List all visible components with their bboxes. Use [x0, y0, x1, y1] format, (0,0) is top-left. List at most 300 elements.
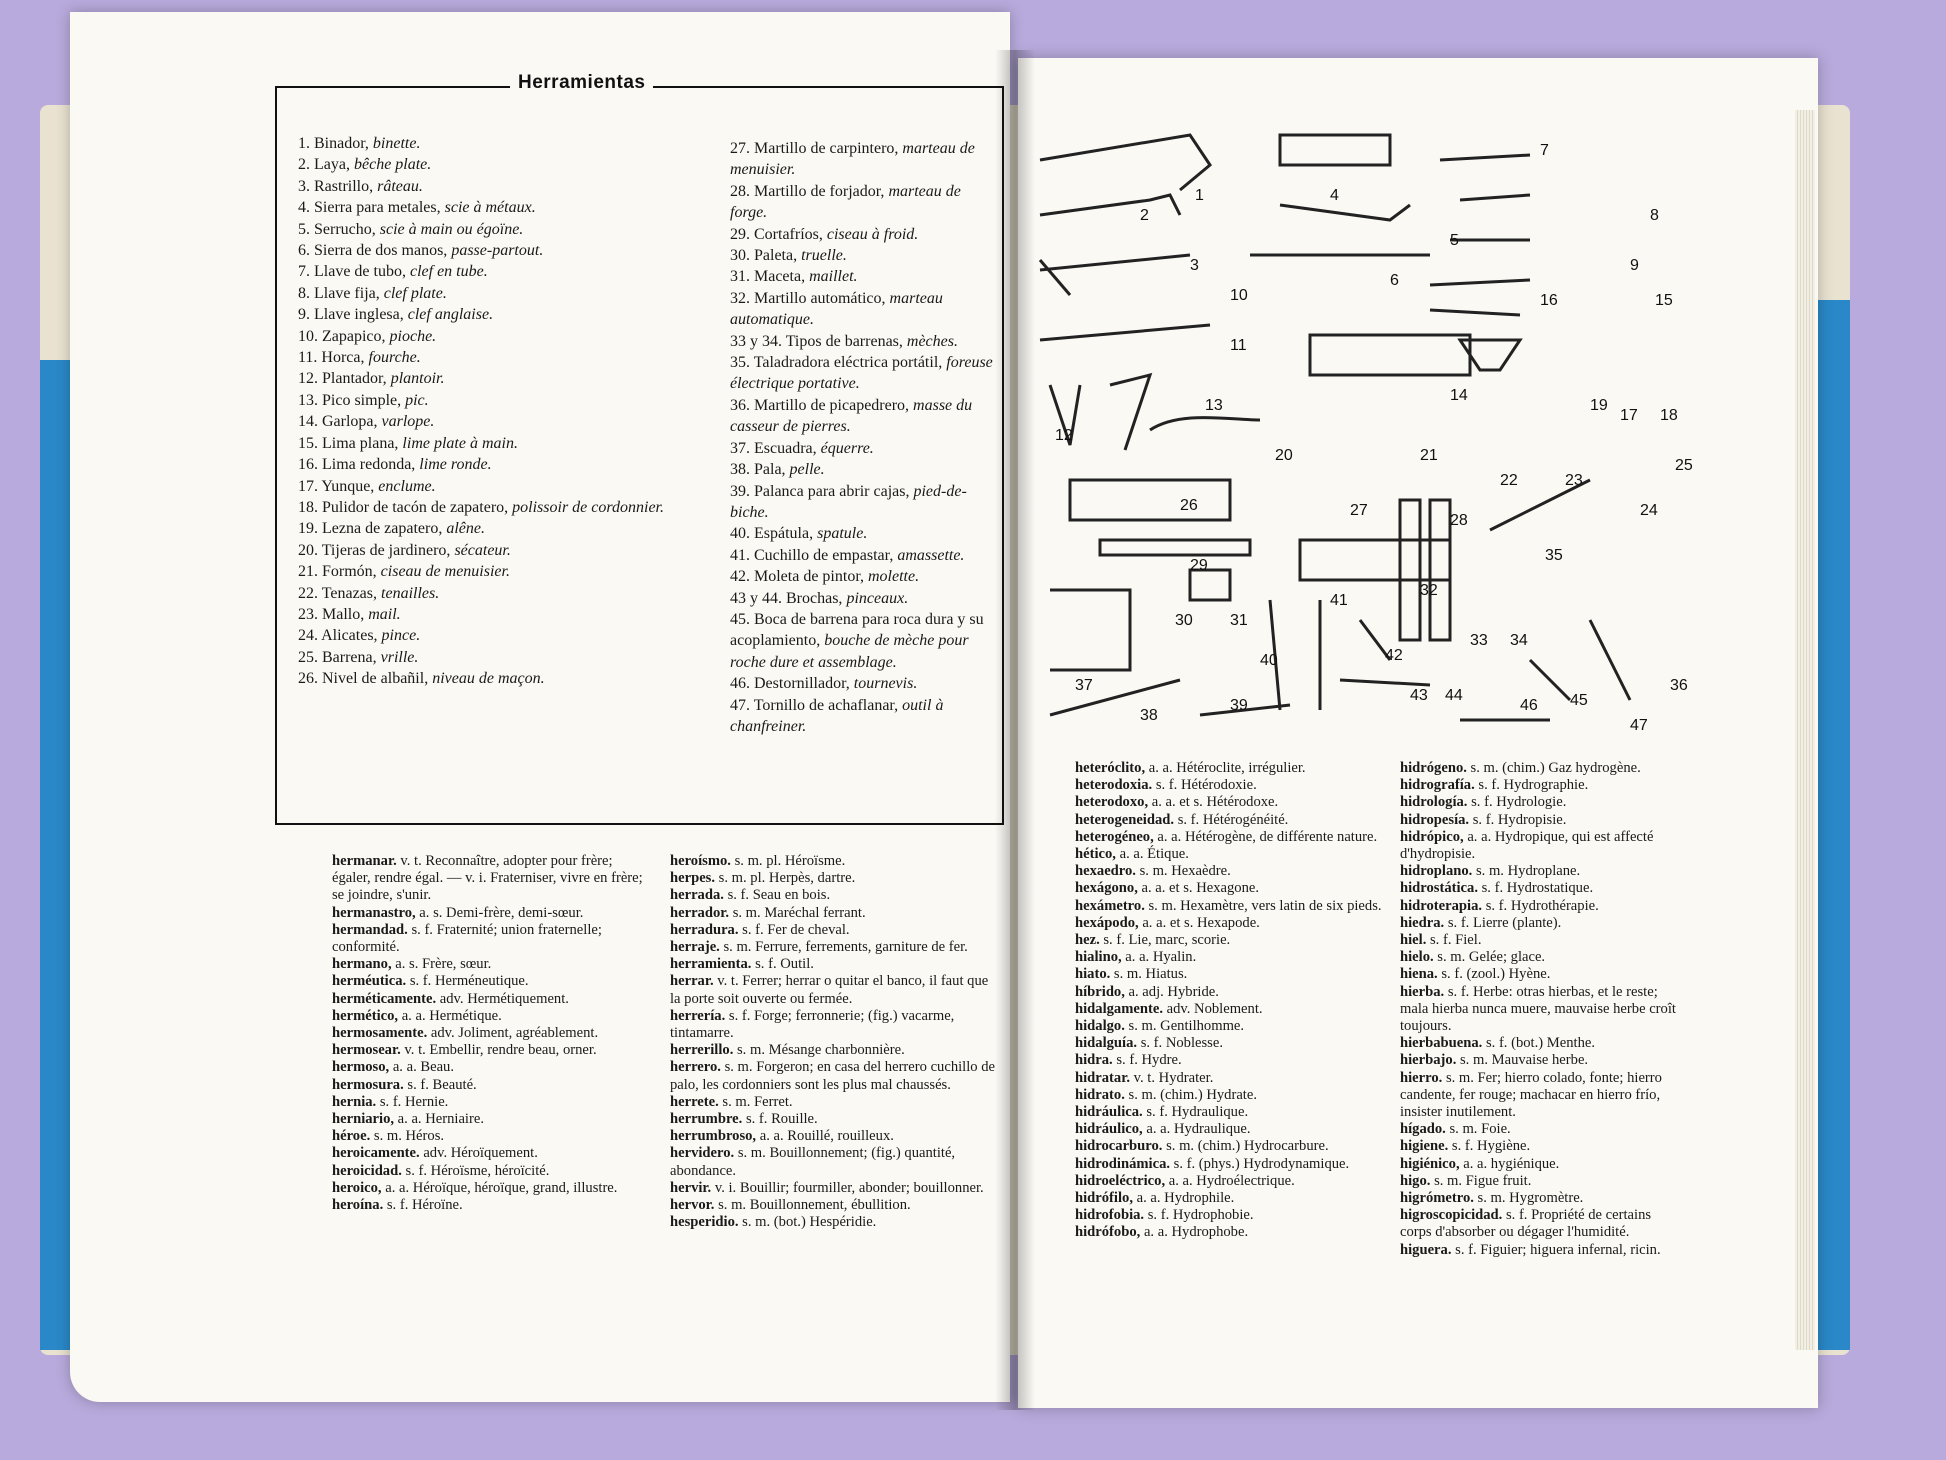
entry-definition: s. f. Hydrothérapie. [1485, 897, 1599, 914]
entry-definition: s. m. (chim.) Gaz hydrogène. [1470, 760, 1641, 776]
entry-definition: a. a. Hydrophile. [1136, 1190, 1235, 1207]
entry-definition: s. m. Hydroplane. [1475, 863, 1581, 880]
tool-name-es: Tipos de barrenas, [785, 332, 907, 350]
rock-bit-drawing [1530, 660, 1570, 700]
dictionary-entry [1075, 966, 1393, 983]
entry-definition: a. a. Hermétique. [401, 1007, 502, 1024]
dictionary-entry [1075, 1070, 1393, 1087]
tool-name-fr: tournevis. [853, 675, 918, 693]
tool-number: 43 y 44. [730, 589, 786, 607]
entry-headword: hermanastro, [332, 904, 420, 921]
illustration-number-label: 25 [1675, 457, 1693, 474]
dictionary-entry [1075, 812, 1393, 829]
dictionary-entry [332, 1025, 652, 1042]
tool-item [730, 331, 1000, 352]
tool-item [298, 561, 708, 582]
entry-headword: hidráulica. [1075, 1104, 1147, 1121]
entry-definition: adv. Héroïquement. [423, 1145, 538, 1162]
illustration-number-label: 8 [1650, 207, 1659, 224]
entry-headword: herrerillo. [670, 1042, 737, 1059]
tool-name-es: Formón, [322, 563, 381, 581]
tool-number: 28. [730, 182, 754, 200]
dictionary-entry [1400, 1207, 1680, 1241]
entry-definition: s. m. Figue fruit. [1434, 1172, 1532, 1189]
entry-headword: herrería. [670, 1007, 729, 1024]
dictionary-entry [332, 1077, 652, 1094]
tool-name-fr: mail. [368, 605, 401, 623]
tool-name-es: Cuchillo de empastar, [754, 546, 898, 564]
illustration-number-label: 26 [1180, 497, 1198, 514]
entry-headword: hexámetro. [1075, 897, 1149, 914]
illustration-number-label: 28 [1450, 512, 1468, 529]
illustration-number-label: 3 [1190, 257, 1199, 274]
tool-name-fr: molette. [868, 568, 920, 586]
entry-headword: heteróclito, [1075, 760, 1149, 776]
entry-definition: a. a. Herniaire. [397, 1111, 484, 1128]
tool-name-fr: pince. [381, 627, 421, 645]
entry-headword: herpes. [670, 870, 719, 887]
dictionary-entry [1400, 1173, 1680, 1190]
entry-headword: hidroeléctrico, [1075, 1172, 1169, 1189]
entry-headword: heroína. [332, 1197, 387, 1214]
tools-box-title: Herramientas [510, 72, 653, 94]
tool-name-fr: fourche. [368, 349, 421, 367]
entry-definition: s. f. Propriété de certains corps d'absorber ou dégager l'humidité. [1400, 1207, 1652, 1241]
entry-definition: s. f. Rouille. [745, 1111, 818, 1128]
entry-definition: a. a. Beau. [392, 1059, 454, 1076]
entry-definition: a. a. et s. Hexapode. [1142, 914, 1260, 931]
entry-definition: v. t. Embellir, rendre beau, orner. [404, 1042, 597, 1059]
entry-definition: s. f. Noblesse. [1140, 1035, 1223, 1052]
dictionary-entry [1400, 1138, 1680, 1155]
dictionary-entry [1400, 949, 1680, 966]
tool-item [298, 390, 708, 411]
tool-name-fr: tenailles. [381, 584, 440, 602]
tool-item [730, 459, 1000, 480]
entry-definition: a. a. Hyalin. [1125, 949, 1197, 966]
entry-headword: herrar. [670, 973, 718, 990]
tool-name-es: Lezna de zapatero, [322, 520, 447, 538]
level-drawing [1070, 480, 1230, 520]
entry-headword: hidratar. [1075, 1069, 1134, 1086]
tool-item [730, 224, 1000, 245]
tool-name-es: Tijeras de jardinero, [321, 541, 455, 559]
dictionary-entry [670, 1180, 1000, 1197]
entry-headword: hierbajo. [1400, 1052, 1460, 1069]
entry-definition: s. f. Hydrographie. [1478, 777, 1589, 794]
dictionary-entry [1075, 949, 1393, 966]
auger-34-drawing [1430, 500, 1450, 640]
entry-headword: herramienta. [670, 956, 756, 973]
dictionary-entry [332, 1008, 652, 1025]
dictionary-entry [1400, 1156, 1680, 1173]
power-hammer-drawing [1300, 540, 1450, 580]
entry-headword: herrada. [670, 887, 728, 904]
entry-headword: hiedra. [1400, 914, 1448, 931]
tool-name-fr: amassette. [897, 546, 965, 564]
dictionary-entry [1075, 915, 1393, 932]
tool-item [298, 583, 708, 604]
illustration-number-label: 11 [1230, 337, 1247, 354]
entry-headword: hidrofobia. [1075, 1207, 1148, 1224]
tool-item [730, 395, 1000, 438]
dictionary-entry [1075, 1001, 1393, 1018]
tool-number: 46. [730, 675, 754, 693]
tool-item [730, 266, 1000, 287]
tool-name-es: Maceta, [754, 268, 810, 286]
illustration-number-label: 41 [1330, 592, 1348, 609]
dictionary-entry [1400, 1242, 1680, 1259]
dictionary-entry [670, 1008, 1000, 1042]
tool-name-fr: scie à métaux. [444, 199, 536, 217]
dictionary-entry [1075, 1224, 1393, 1241]
tool-name-fr: foreuse électrique portative. [730, 354, 993, 393]
entry-headword: heroicamente. [332, 1145, 424, 1162]
tool-number: 39. [730, 482, 754, 500]
entry-definition: s. m. Héros. [373, 1128, 445, 1145]
tube-wrench-drawing [1440, 155, 1530, 160]
entry-headword: hidroterapia. [1400, 897, 1486, 914]
tool-name-es: Martillo automático, [754, 289, 890, 307]
dictionary-entry [1400, 1190, 1680, 1207]
dictionary-entry [670, 1094, 1000, 1111]
tool-name-es: Martillo de picapedrero, [754, 396, 914, 414]
dictionary-entry [1075, 898, 1393, 915]
entry-definition: v. t. Ferrer; herrar o quitar el banco, il faut que la porte soit ouverte ou fermée. [670, 973, 989, 1007]
dictionary-entry [1400, 777, 1680, 794]
illustration-number-label: 1 [1195, 187, 1204, 204]
entry-definition: a. a. Étique. [1119, 846, 1189, 863]
entry-headword: herradura. [670, 921, 743, 938]
tool-name-fr: enclume. [378, 477, 436, 495]
tool-name-fr: alêne. [446, 520, 486, 538]
tool-number: 41. [730, 546, 754, 564]
dictionary-entry [670, 939, 1000, 956]
entry-definition: s. m. Forgeron; en casa del herrero cuchillo de palo, les cordonniers sont les plus mal chaussés. [670, 1059, 996, 1093]
entry-definition: s. f. Hydrophobie. [1147, 1207, 1254, 1224]
tool-item [298, 497, 708, 518]
tool-number: 19. [298, 520, 322, 538]
entry-definition: s. m. Foie. [1449, 1121, 1511, 1138]
flat-file-drawing [1430, 280, 1530, 285]
tool-name-es: Laya, [314, 156, 354, 174]
dictionary-entry [1075, 932, 1393, 949]
tool-number: 29. [730, 225, 754, 243]
entry-headword: hígado. [1400, 1121, 1450, 1138]
entry-definition: s. f. Hydre. [1116, 1052, 1182, 1069]
entry-headword: hidrodinámica. [1075, 1155, 1174, 1172]
tool-item [298, 647, 708, 668]
entry-headword: hesperidio. [670, 1214, 743, 1231]
illustration-number-label: 43 [1410, 687, 1428, 704]
entry-headword: hidrófobo, [1075, 1224, 1144, 1241]
dictionary-column-1 [332, 853, 652, 1214]
mallet-drawing [1190, 570, 1230, 600]
round-file-drawing [1430, 310, 1520, 315]
entry-definition: s. m. Fer; hierro colado, fonte; hierro candente, fer rouge; machacar en hierro frío, insister inutilement. [1400, 1069, 1662, 1121]
tool-number: 38. [730, 461, 754, 479]
tool-number: 42. [730, 568, 754, 586]
tool-name-fr: clef plate. [383, 284, 447, 302]
tool-name-es: Plantador, [322, 370, 391, 388]
tool-name-fr: bêche plate. [353, 156, 432, 174]
tool-name-fr: plantoir. [390, 370, 445, 388]
dictionary-entry [1400, 984, 1680, 1036]
illustration-number-label: 14 [1450, 387, 1468, 404]
entry-definition: s. m. Mauvaise herbe. [1460, 1052, 1589, 1069]
spade-drawing [1040, 195, 1180, 215]
illustration-number-label: 23 [1565, 472, 1583, 489]
entry-definition: a. s. Frère, sœur. [395, 956, 492, 973]
dictionary-entry [1075, 1173, 1393, 1190]
entry-definition: s. m. Ferret. [722, 1093, 793, 1110]
illustration-number-label: 45 [1570, 692, 1588, 709]
shovel-drawing [1050, 680, 1180, 715]
dictionary-entry [332, 1094, 652, 1111]
dictionary-entry [670, 1214, 1000, 1231]
tool-name-fr: mèches. [906, 332, 958, 350]
tools-drawing [1040, 135, 1630, 720]
illustration-number-label: 15 [1655, 292, 1673, 309]
entry-headword: hidrocarburo. [1075, 1138, 1167, 1155]
tool-name-fr: marteau automatique. [730, 289, 943, 329]
tool-name-fr: scie à main ou égoïne. [379, 220, 524, 238]
tool-number: 20. [298, 541, 322, 559]
tool-number: 22. [298, 584, 322, 602]
illustration-number-label: 7 [1540, 142, 1549, 159]
tool-name-es: Pulidor de tacón de zapatero, [322, 498, 513, 516]
entry-definition: s. f. Hydropisie. [1472, 811, 1567, 828]
tools-illustration [1030, 120, 1710, 745]
tool-name-fr: polissoir de cordonnier. [512, 498, 665, 516]
entry-definition: s. m. (chim.) Hydrate. [1128, 1086, 1257, 1103]
dictionary-entry [1075, 829, 1393, 846]
entry-headword: hidráulico, [1075, 1121, 1147, 1138]
entry-headword: hermano, [332, 956, 396, 973]
entry-definition: a. s. Demi-frère, demi-sœur. [419, 904, 584, 921]
dictionary-entry [332, 1145, 652, 1162]
entry-definition: s. f. (phys.) Hydrodynamique. [1173, 1155, 1350, 1172]
dictionary-entry [1075, 1052, 1393, 1069]
dictionary-entry [1075, 1138, 1393, 1155]
entry-headword: hermosamente. [332, 1025, 431, 1042]
illustration-number-label: 9 [1630, 257, 1639, 274]
dictionary-entry [1075, 863, 1393, 880]
tool-name-es: Pala, [754, 461, 790, 479]
entry-definition: s. f. Hydrologie. [1471, 794, 1567, 811]
rake-head-drawing [1040, 260, 1070, 295]
tool-number: 37. [730, 439, 754, 457]
entry-headword: herméutica. [332, 973, 410, 990]
entry-headword: hermosear. [332, 1042, 405, 1059]
tool-number: 18. [298, 498, 322, 516]
entry-definition: s. f. Seau en bois. [727, 887, 831, 904]
entry-headword: higroscopicidad. [1400, 1207, 1506, 1224]
entry-headword: hermanar. [332, 853, 401, 869]
dictionary-entry [670, 1059, 1000, 1093]
tool-number: 2. [298, 156, 314, 174]
entry-definition: s. m. Gentilhomme. [1128, 1018, 1245, 1035]
entry-definition: a. a. Hétérogène, de différente nature. [1157, 828, 1378, 845]
tool-name-fr: binette. [372, 135, 421, 152]
entry-definition: s. f. Hydraulique. [1146, 1104, 1249, 1121]
illustration-number-label: 29 [1190, 557, 1208, 574]
tools-list-col1 [298, 133, 708, 690]
tool-item [298, 304, 708, 325]
tool-item [298, 154, 708, 175]
dictionary-entry [1075, 846, 1393, 863]
dictionary-entry [1075, 777, 1393, 794]
dictionary-entry [1400, 880, 1680, 897]
tool-name-fr: varlope. [381, 413, 435, 431]
dictionary-entry [1075, 1087, 1393, 1104]
tool-name-es: Barrena, [322, 648, 381, 666]
entry-headword: heterodoxo, [1075, 794, 1152, 811]
entry-headword: heroico, [332, 1179, 386, 1196]
illustration-number-label: 27 [1350, 502, 1368, 519]
tool-number: 14. [298, 413, 322, 431]
entry-headword: hidrología. [1400, 794, 1472, 811]
illustration-number-label: 38 [1140, 707, 1158, 724]
entry-headword: hez. [1075, 932, 1104, 949]
tool-number: 13. [298, 391, 322, 409]
tool-name-fr: pelle. [789, 461, 825, 479]
entry-headword: heterogeneidad. [1075, 811, 1178, 828]
entry-headword: hexágono, [1075, 880, 1142, 897]
rake-handle-drawing [1040, 255, 1190, 270]
entry-definition: s. f. Fraternité; union fraternelle; conformité. [332, 921, 602, 956]
tool-number: 24. [298, 627, 322, 645]
square-drawing [1050, 590, 1130, 670]
tool-name-es: Yunque, [321, 477, 379, 495]
illustration-number-label: 22 [1500, 472, 1518, 489]
entry-headword: hiato. [1075, 966, 1114, 983]
entry-headword: hermoso, [332, 1059, 393, 1076]
entry-headword: heroísmo. [670, 853, 735, 869]
entry-headword: herrero. [670, 1059, 725, 1076]
illustration-number-label: 36 [1670, 677, 1688, 694]
entry-headword: herrumbre. [670, 1111, 746, 1128]
dictionary-entry [1075, 1104, 1393, 1121]
illustration-number-label: 34 [1510, 632, 1528, 649]
tool-item [298, 133, 708, 154]
dictionary-entry [332, 922, 652, 956]
tool-number: 33 y 34. [730, 332, 786, 350]
entry-headword: hervidero. [670, 1145, 738, 1162]
tool-number: 5. [298, 220, 314, 238]
entry-headword: hierbabuena. [1400, 1035, 1486, 1052]
dictionary-entry [1400, 1070, 1680, 1122]
entry-headword: herniario, [332, 1111, 398, 1128]
dictionary-entry [1400, 898, 1680, 915]
entry-headword: hidrografía. [1400, 777, 1479, 794]
dictionary-entry [332, 1180, 652, 1197]
entry-definition: s. m. (bot.) Hespéridie. [742, 1214, 877, 1231]
entry-headword: hidrópico, [1400, 828, 1468, 845]
illustration-number-label: 2 [1140, 207, 1149, 224]
tool-name-es: Sierra para metales, [314, 199, 445, 217]
illustration-number-label: 37 [1075, 677, 1093, 694]
handsaw-drawing [1280, 205, 1410, 220]
tool-item [298, 240, 708, 261]
entry-definition: s. f. Hygiène. [1451, 1138, 1531, 1155]
dictionary-entry [1075, 1190, 1393, 1207]
illustration-number-label: 42 [1385, 647, 1403, 664]
entry-definition: s. m. Gelée; glace. [1437, 949, 1546, 966]
tool-name-es: Pico simple, [322, 391, 406, 409]
illustration-number-label: 20 [1275, 447, 1293, 464]
entry-headword: herrador. [670, 904, 733, 921]
illustration-number-label: 35 [1545, 547, 1563, 564]
entry-headword: hético, [1075, 846, 1120, 863]
illustration-number-label: 47 [1630, 717, 1648, 734]
tool-name-fr: masse du casseur de pierres. [730, 396, 973, 436]
illustration-number-label: 19 [1590, 397, 1608, 414]
dictionary-entry [332, 1128, 652, 1145]
tool-name-es: Lima plana, [322, 434, 403, 452]
entry-headword: hidalgamente. [1075, 1000, 1167, 1017]
entry-headword: héroe. [332, 1128, 374, 1145]
entry-headword: hielo. [1400, 949, 1438, 966]
illustration-number-label: 16 [1540, 292, 1558, 309]
auger-33-drawing [1400, 500, 1420, 640]
tool-name-fr: sécateur. [454, 541, 511, 559]
tool-number: 45. [730, 610, 754, 628]
tool-item [298, 540, 708, 561]
illustration-number-label: 6 [1390, 272, 1399, 289]
entry-headword: hidra. [1075, 1052, 1117, 1069]
tool-name-es: Moleta de pintor, [754, 568, 868, 586]
tool-name-fr: pinceaux. [846, 589, 909, 607]
tool-number: 3. [298, 177, 314, 195]
tool-item [298, 261, 708, 282]
tool-item [298, 283, 708, 304]
tool-name-es: Martillo de forjador, [754, 182, 889, 200]
tool-item [730, 566, 1000, 587]
tool-name-es: Sierra de dos manos, [314, 242, 452, 260]
dictionary-entry [332, 1111, 652, 1128]
tool-item [730, 588, 1000, 609]
entry-definition: adv. Hermétiquement. [439, 990, 569, 1007]
entry-headword: herrete. [670, 1093, 723, 1110]
entry-definition: s. f. Héroïne. [386, 1197, 463, 1214]
dictionary-entry [332, 1059, 652, 1076]
tool-name-fr: bouche de mèche pour roche dure et assemblage. [730, 632, 969, 671]
dictionary-entry [1075, 1156, 1393, 1173]
illustration-number-label: 5 [1450, 232, 1459, 249]
entry-headword: hierro. [1400, 1069, 1446, 1086]
entry-definition: s. f. Hernie. [379, 1093, 449, 1110]
entry-headword: hierba. [1400, 983, 1448, 1000]
entry-definition: s. f. Héroïsme, héroïcité. [405, 1162, 550, 1179]
entry-definition: s. f. Beauté. [407, 1076, 477, 1093]
entry-definition: a. a. Héroïque, héroïque, grand, illustre. [385, 1179, 618, 1196]
dictionary-entry [1400, 760, 1680, 777]
dictionary-entry [332, 905, 652, 922]
illustration-number-label: 40 [1260, 652, 1278, 669]
dictionary-entry [670, 973, 1000, 1007]
tool-number: 15. [298, 434, 322, 452]
dictionary-column-3 [1075, 760, 1393, 1242]
entry-definition: s. m. Hexaèdre. [1139, 863, 1231, 880]
tool-name-fr: clef anglaise. [407, 306, 494, 324]
tool-item [730, 481, 1000, 524]
entry-definition: a. a. Hydraulique. [1146, 1121, 1251, 1138]
dictionary-entry [1400, 1035, 1680, 1052]
tool-item [730, 245, 1000, 266]
tool-name-fr: râteau. [377, 177, 423, 195]
tool-name-es: Paleta, [754, 247, 802, 265]
